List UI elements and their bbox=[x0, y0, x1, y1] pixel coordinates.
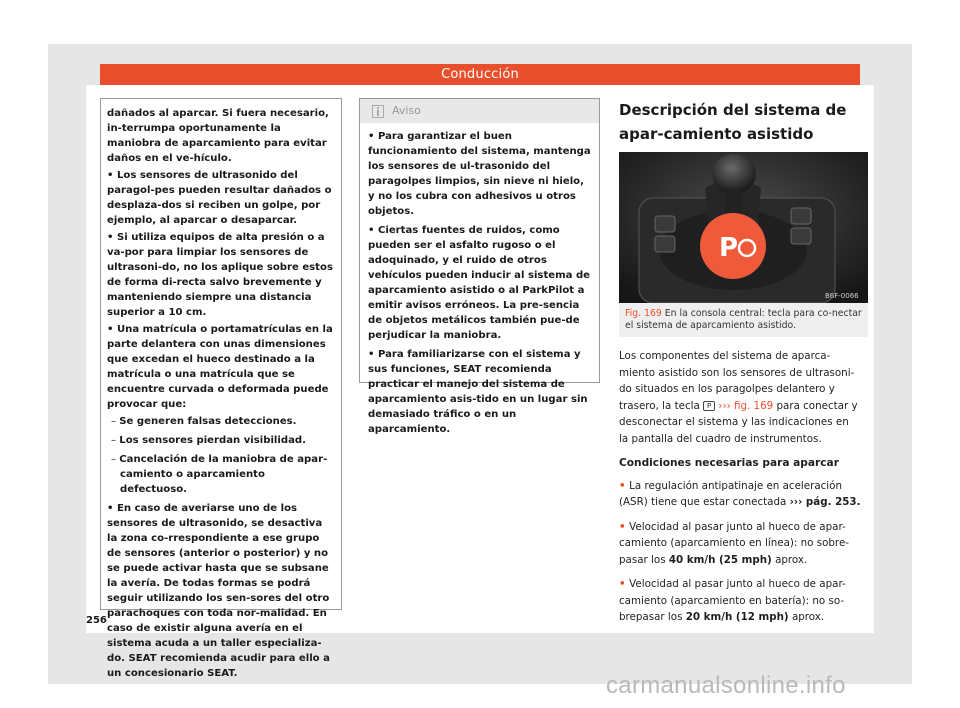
watermark: carmanualsonline.info bbox=[606, 672, 846, 699]
aviso-box bbox=[359, 98, 600, 435]
condition-text-end: aprox. bbox=[775, 553, 808, 566]
warning-bullet: • Los sensores de ultrasonido del paragol-pes pueden resultar dañados o desplaza-dos si reciben un golpe, por ejemplo, al aparcar o desaparcar. bbox=[107, 168, 333, 228]
section-column bbox=[619, 98, 862, 623]
info-icon bbox=[372, 105, 384, 118]
speed-limit-value: 40 km/h (25 mph) bbox=[668, 553, 772, 566]
page-reference-link[interactable]: ››› pág. 253. bbox=[789, 496, 861, 508]
intro-text-b: para conectar y desconectar el sistema y las indicaciones en la pantalla del cuadro de instrumentos. bbox=[619, 399, 858, 445]
intro-text-a: Los componentes del sistema de aparca-miento asistido son los sensores de ultrasoni-do situados en los paragolpes delantero y trasero, la tecla bbox=[619, 350, 855, 412]
section-body bbox=[619, 348, 861, 634]
dash-item: – Cancelación de la maniobra de apar-camiento o aparcamiento defectuoso. bbox=[107, 452, 333, 497]
aviso-item: • Para garantizar el buen funcionamiento del sistema, mantenga los sensores de ul-trasonido del paragolpes limpios, sin nieve ni hielo, y no los cubra con adhesivos u otros objetos. bbox=[368, 129, 591, 219]
svg-text:P: P bbox=[719, 233, 739, 263]
dash-item: – Se generen falsas detecciones. bbox=[107, 414, 333, 429]
console-photo bbox=[619, 152, 868, 303]
page-number: 256 bbox=[86, 615, 107, 626]
condition-text: Velocidad al pasar junto al hueco de apar-camiento (aparcamiento en línea): no sobre-pasar los bbox=[619, 520, 849, 566]
console-photo-illustration bbox=[619, 152, 868, 303]
figure-caption-text: En la consola central: tecla para co-nectar el sistema de aparcamiento asistido. bbox=[625, 308, 862, 331]
warning-paragraph: dañados al aparcar. Si fuera necesario, in-terrumpa oportunamente la maniobra de aparcamiento para evitar daños en el ve-hículo. bbox=[107, 108, 329, 164]
speed-limit-value: 20 km/h (12 mph) bbox=[685, 611, 789, 623]
section-title: Descripción del sistema de apar-camiento asistido bbox=[619, 98, 861, 153]
figure-link[interactable]: ››› fig. 169 bbox=[718, 399, 774, 412]
warning-bullet: • Una matrícula o portamatrículas en la parte delantera con unas dimensiones que excedan el hueco destinado a la matrícula o una matrícula que se encuentre curvada o deformada puede provocar que: bbox=[107, 322, 333, 412]
warning-continuation-box bbox=[100, 98, 342, 679]
warning-bullet: • Si utiliza equipos de alta presión o a va-por para limpiar los sensores de ultrasoni-do, no los aplique sobre estos de forma di-recta salvo brevemente y manteniendo siempre una distancia superior a 10 cm. bbox=[107, 230, 333, 320]
chapter-header: Conducción bbox=[100, 64, 860, 85]
photo-code: B6F-0066 bbox=[825, 292, 859, 300]
conditions-title: Condiciones necesarias para aparcar bbox=[619, 457, 839, 469]
condition-item bbox=[619, 576, 861, 626]
figure-caption bbox=[619, 303, 868, 337]
condition-item bbox=[619, 519, 861, 569]
dash-item: – Los sensores pierdan visibilidad. bbox=[107, 433, 333, 448]
condition-text-end: aprox. bbox=[791, 611, 825, 623]
aviso-item: • Ciertas fuentes de ruidos, como pueden ser el asfalto rugoso o el adoquinado, y el ruido de otros vehículos pueden inducir al sistema de aparcamiento asistido o al ParkPilot a emitir avisos erróneos. La pre-sencia de objetos metálicos también pue-de perjudicar la maniobra. bbox=[368, 223, 591, 343]
condition-text: La regulación antipatinaje en aceleración (ASR) tiene que estar conectada bbox=[619, 479, 842, 508]
aviso-header bbox=[360, 99, 599, 123]
condition-text: Velocidad al pasar junto al hueco de apar-camiento (aparcamiento en batería): no so-brepasar los bbox=[619, 578, 846, 623]
figure-label: Fig. 169 bbox=[625, 308, 662, 319]
aviso-title: Aviso bbox=[392, 104, 421, 117]
intro-paragraph bbox=[619, 348, 861, 447]
condition-item bbox=[619, 478, 861, 511]
park-assist-key-icon: P bbox=[703, 401, 715, 411]
warning-bullet: • En caso de averiarse uno de los sensores de ultrasonido, se desactiva la zona co-rrespondiente a ese grupo de sensores (anterior o posterior) y no se puede activar hasta que se subsane la avería. De todas formas se podrá seguir utilizando los sen-sores del otro parachoques con toda nor-malidad. En caso de existir alguna avería en el sistema acuda a un taller especializa-do. SEAT recomienda acudir para ello a un concesionario SEAT. bbox=[107, 501, 333, 681]
aviso-item: • Para familiarizarse con el sistema y sus funciones, SEAT recomienda practicar el manejo del sistema de aparcamiento asis-tido en un lugar sin demasiado tráfico o en un aparcamiento. bbox=[368, 347, 591, 437]
